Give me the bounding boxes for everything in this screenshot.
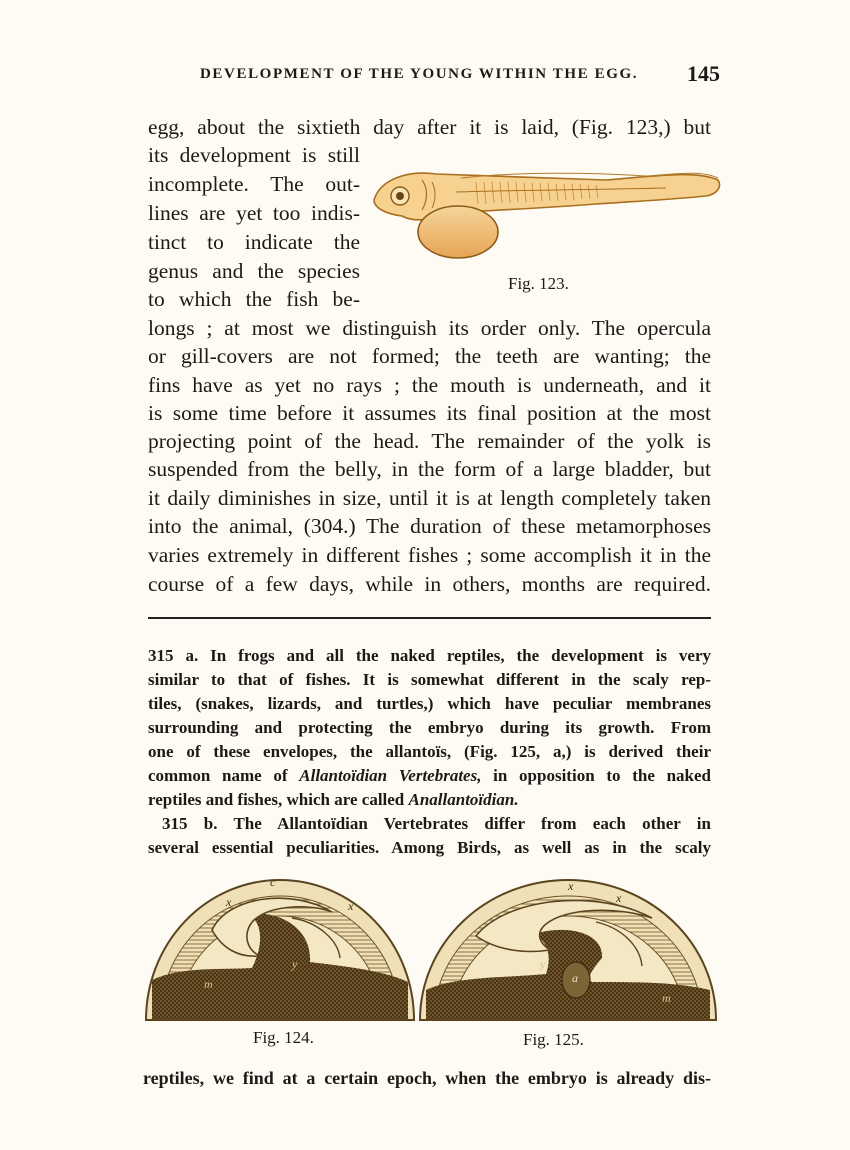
footnote-line xyxy=(148,788,519,813)
footnote-line: several essential peculiarities. Among Birds, as well as in the scaly xyxy=(148,838,711,857)
footnote-line: 315 b. The Allantoïdian Vertebrates differ from each other in xyxy=(162,814,711,833)
body-line: or gill-covers are not formed; the teeth are wanting; the xyxy=(148,344,711,368)
figure-caption-125: Fig. 125. xyxy=(523,1030,584,1049)
footnote-text: common name of xyxy=(148,766,300,785)
figure-letter: m xyxy=(204,977,213,991)
footnote-line: surrounding and protecting the embryo during its growth. From xyxy=(148,718,711,737)
fish-embryo-illustration xyxy=(366,158,726,268)
body-line: varies extremely in different fishes ; some accomplish it in the xyxy=(148,543,711,567)
body-line: course of a few days, while in others, months are required. xyxy=(148,572,711,596)
footnote-line: similar to that of fishes. It is somewhat different in the scaly rep- xyxy=(148,670,711,689)
footnote-line: 315 a. In frogs and all the naked reptiles, the development is very xyxy=(148,646,711,665)
footnote-line xyxy=(148,764,711,789)
body-line: longs ; at most we distinguish its order only. The opercula xyxy=(148,316,711,340)
footnote-text: in opposition to the naked xyxy=(481,766,711,785)
figure-letter: y xyxy=(292,957,298,971)
footnote-line: one of these envelopes, the allantoïs, (Fig. 125, a,) is derived their xyxy=(148,742,711,761)
body-line: genus and the species xyxy=(148,259,360,283)
footnote-italic-term: Allantoïdian Vertebrates, xyxy=(299,766,482,785)
body-line: to which the fish be- xyxy=(148,287,360,311)
running-header xyxy=(200,61,720,86)
figure-caption-123: Fig. 123. xyxy=(508,274,569,293)
page-number: 145 xyxy=(687,61,720,86)
figure-letter: x xyxy=(616,891,622,905)
figure-letter: m xyxy=(662,991,671,1005)
body-line: lines are yet too indis- xyxy=(148,201,360,225)
body-line: its development is still xyxy=(148,143,360,167)
figure-letter: x xyxy=(568,879,574,893)
footnote-text: reptiles and fishes, which are called xyxy=(148,790,409,809)
body-line: suspended from the belly, in the form of a large bladder, but xyxy=(148,457,711,481)
figure-letter: x xyxy=(226,895,232,909)
footnote-line: tiles, (snakes, lizards, and turtles,) which have peculiar membranes xyxy=(148,694,711,713)
body-line: incomplete. The out- xyxy=(148,172,360,196)
figure-letter: a xyxy=(572,971,578,985)
figure-caption-124: Fig. 124. xyxy=(253,1028,314,1047)
figure-letter: x xyxy=(348,899,354,913)
footnote-rule xyxy=(148,617,711,619)
figure-letter: y xyxy=(540,957,546,971)
footnote-italic-term: Anallantoïdian. xyxy=(408,790,519,809)
body-line: into the animal, (304.) The duration of these metamorphoses xyxy=(148,514,711,538)
figure-letter: c xyxy=(270,875,276,889)
running-title: DEVELOPMENT OF THE YOUNG WITHIN THE EGG. xyxy=(200,66,639,82)
body-line: is some time before it assumes its final position at the most xyxy=(148,401,711,425)
embryo-section-illustration-124 xyxy=(142,870,418,1026)
embryo-section-illustration-125 xyxy=(416,870,720,1026)
body-line: tinct to indicate the xyxy=(148,230,360,254)
body-line: it daily diminishes in size, until it is at length completely taken xyxy=(148,486,711,510)
body-line: projecting point of the head. The remainder of the yolk is xyxy=(148,429,711,453)
body-line: egg, about the sixtieth day after it is laid, (Fig. 123,) but xyxy=(148,115,711,139)
body-line: fins have as yet no rays ; the mouth is underneath, and it xyxy=(148,373,711,397)
body-line-last: reptiles, we find at a certain epoch, when the embryo is already dis- xyxy=(143,1068,711,1088)
